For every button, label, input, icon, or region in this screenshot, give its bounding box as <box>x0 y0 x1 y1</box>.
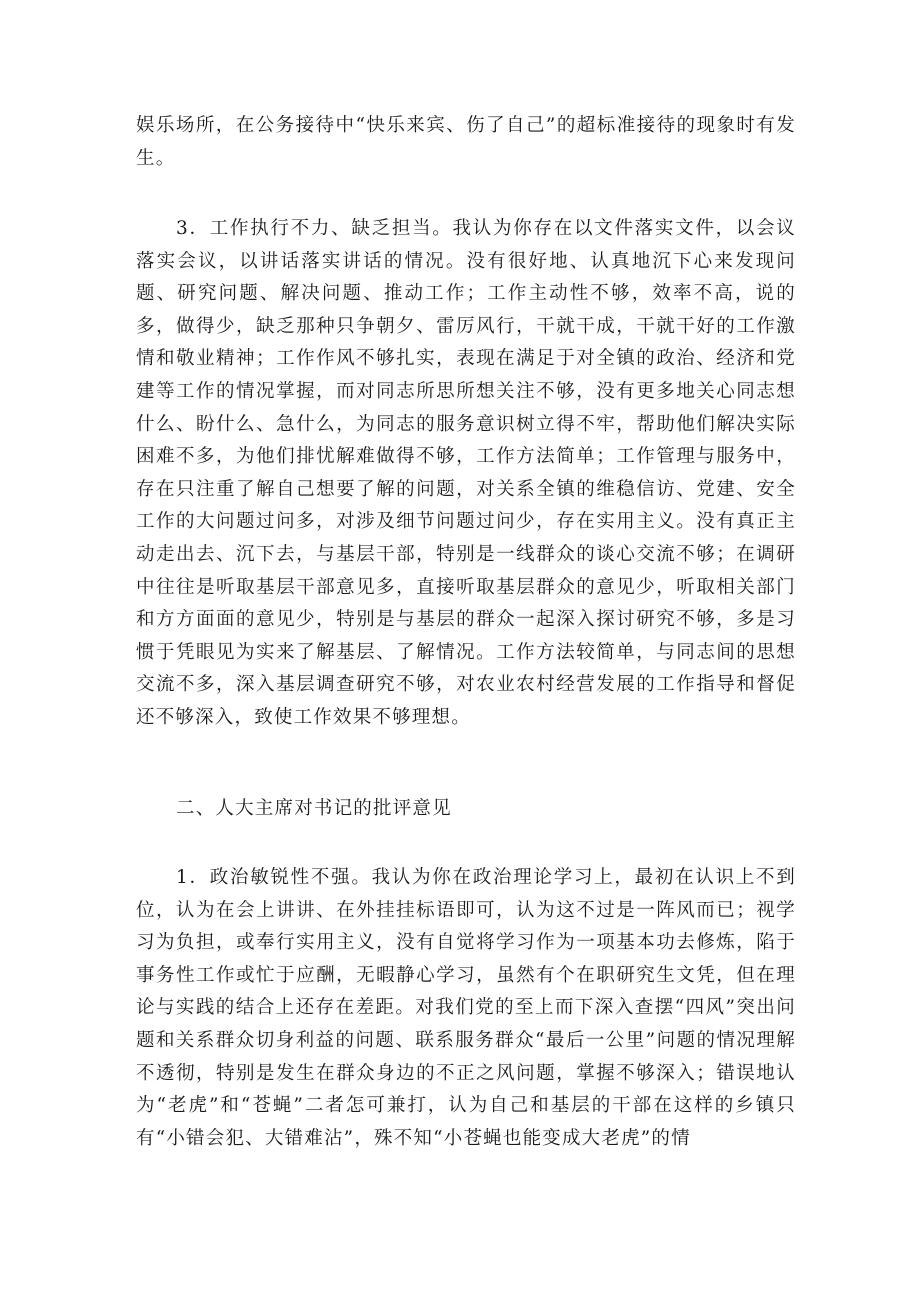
paragraph-item-3: 3．工作执行不力、缺乏担当。我认为你存在以文件落实文件，以会议落实会议，以讲话落实讲话的情况。没有很好地、认真地沉下心来发现问题、研究问题、解决问题、推动工作；工作主动性不够，效率不高，说的多，做得少，缺乏那种只争朝夕、雷厉风行，干就干成，干就干好的工作激情和敬业精神；工作作风不够扎实，表现在满足于对全镇的政治、经济和党建等工作的情况掌握，而对同志所思所想关注不够，没有更多地关心同志想什么、盼什么、急什么，为同志的服务意识树立得不牢，帮助他们解决实际困难不多，为他们排忧解难做得不够，工作方法简单；工作管理与服务中，存在只注重了解自己想要了解的问题，对关系全镇的维稳信访、党建、安全工作的大问题过问多，对涉及细节问题过问少，存在实用主义。没有真正主动走出去、沉下去，与基层干部，特别是一线群众的谈心交流不够；在调研中往往是听取基层干部意见多，直接听取基层群众的意见少，听取相关部门和方方面面的意见少，特别是与基层的群众一起深入探讨研究不够，多是习惯于凭眼见为实来了解基层、了解情况。工作方法较简单，与同志间的思想交流不多，深入基层调查研究不够，对农业农村经营发展的工作指导和督促还不够深入，致使工作效果不够理想。 <box>136 218 796 728</box>
section-heading: 二、人大主席对书记的批评意见 <box>176 798 452 819</box>
paragraph-continuation: 娱乐场所，在公务接待中“快乐来宾、伤了自己”的超标准接待的现象时有发生。 <box>136 115 796 169</box>
paragraph-item-1: 1．政治敏锐性不强。我认为你在政治理论学习上，最初在认识上不到位，认为在会上讲讲、在外挂挂标语即可，认为这不过是一阵风而已；视学习为负担，或奉行实用主义，没有自觉将学习作为一项基本功去修炼，陷于事务性工作或忙于应酬，无暇静心学习，虽然有个在职研究生文凭，但在理论与实践的结合上还存在差距。对我们党的至上而下深入查摆“四风”突出问题和关系群众切身利益的问题、联系服务群众“最后一公里”问题的情况理解不透彻，特别是发生在群众身边的不正之风问题，掌握不够深入；错误地认为“老虎”和“苍蝇”二者怎可兼打，认为自己和基层的干部在这样的乡镇只有“小错会犯、大错难沾”，殊不知“小苍蝇也能变成大老虎”的情 <box>136 867 796 1149</box>
